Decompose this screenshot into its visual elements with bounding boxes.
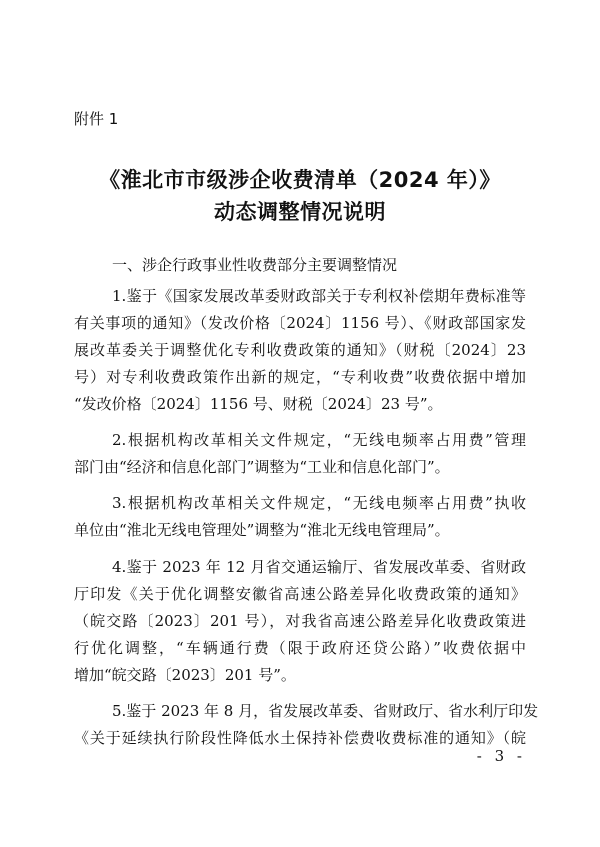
paragraph-line: 5.鉴于 2023 年 8 月，省发展改革委、省财政厅、省水利厅印发 [112,702,539,720]
paragraph-line: 号）对专利收费政策作出新的规定，“专利收费”收费依据中增加 [74,368,526,386]
paragraph-line: 单位由“淮北无线电管理处”调整为“淮北无线电管理局”。 [74,521,450,539]
section-heading: 一、涉企行政事业性收费部分主要调整情况 [112,256,398,274]
paragraph-line: 部门由“经济和信息化部门”调整为“工业和信息化部门”。 [74,458,450,476]
paragraph-line: 2.根据机构改革相关文件规定，“无线电频率占用费”管理 [112,431,526,449]
paragraph-line: 《关于延续执行阶段性降低水土保持补偿费收费标准的通知》（皖 [74,729,526,747]
title-line-1: 《淮北市市级涉企收费清单（2024 年）》 [99,168,501,192]
paragraph-line: 行优化调整，“车辆通行费（限于政府还贷公路）”收费依据中 [74,639,526,657]
paragraph-line: 厅印发《关于优化调整安徽省高速公路差异化收费政策的通知》 [74,585,526,603]
paragraph-line: 4.鉴于 2023 年 12 月省交通运输厅、省发展改革委、省财政 [112,558,526,576]
attachment-label: 附件 1 [74,110,119,128]
paragraph-line: 增加“皖交路〔2023〕201 号”。 [74,666,296,684]
page-number: - 3 - [476,747,526,765]
paragraph-line: 3.根据机构改革相关文件规定，“无线电频率占用费”执收 [112,494,526,512]
paragraph-line: 有关事项的通知》（发改价格〔2024〕1156 号）、《财政部国家发 [74,314,526,332]
title-line-2: 动态调整情况说明 [214,200,386,224]
paragraph-line: 1.鉴于《国家发展改革委财政部关于专利权补偿期年费标准等 [112,287,526,305]
paragraph-line: 展改革委关于调整优化专利收费政策的通知》（财税〔2024〕23 [74,341,526,359]
paragraph-line: （皖交路〔2023〕201 号），对我省高速公路差异化收费政策进 [74,612,526,630]
paragraph-line: “发改价格〔2024〕1156 号、财税〔2024〕23 号”。 [74,395,443,413]
